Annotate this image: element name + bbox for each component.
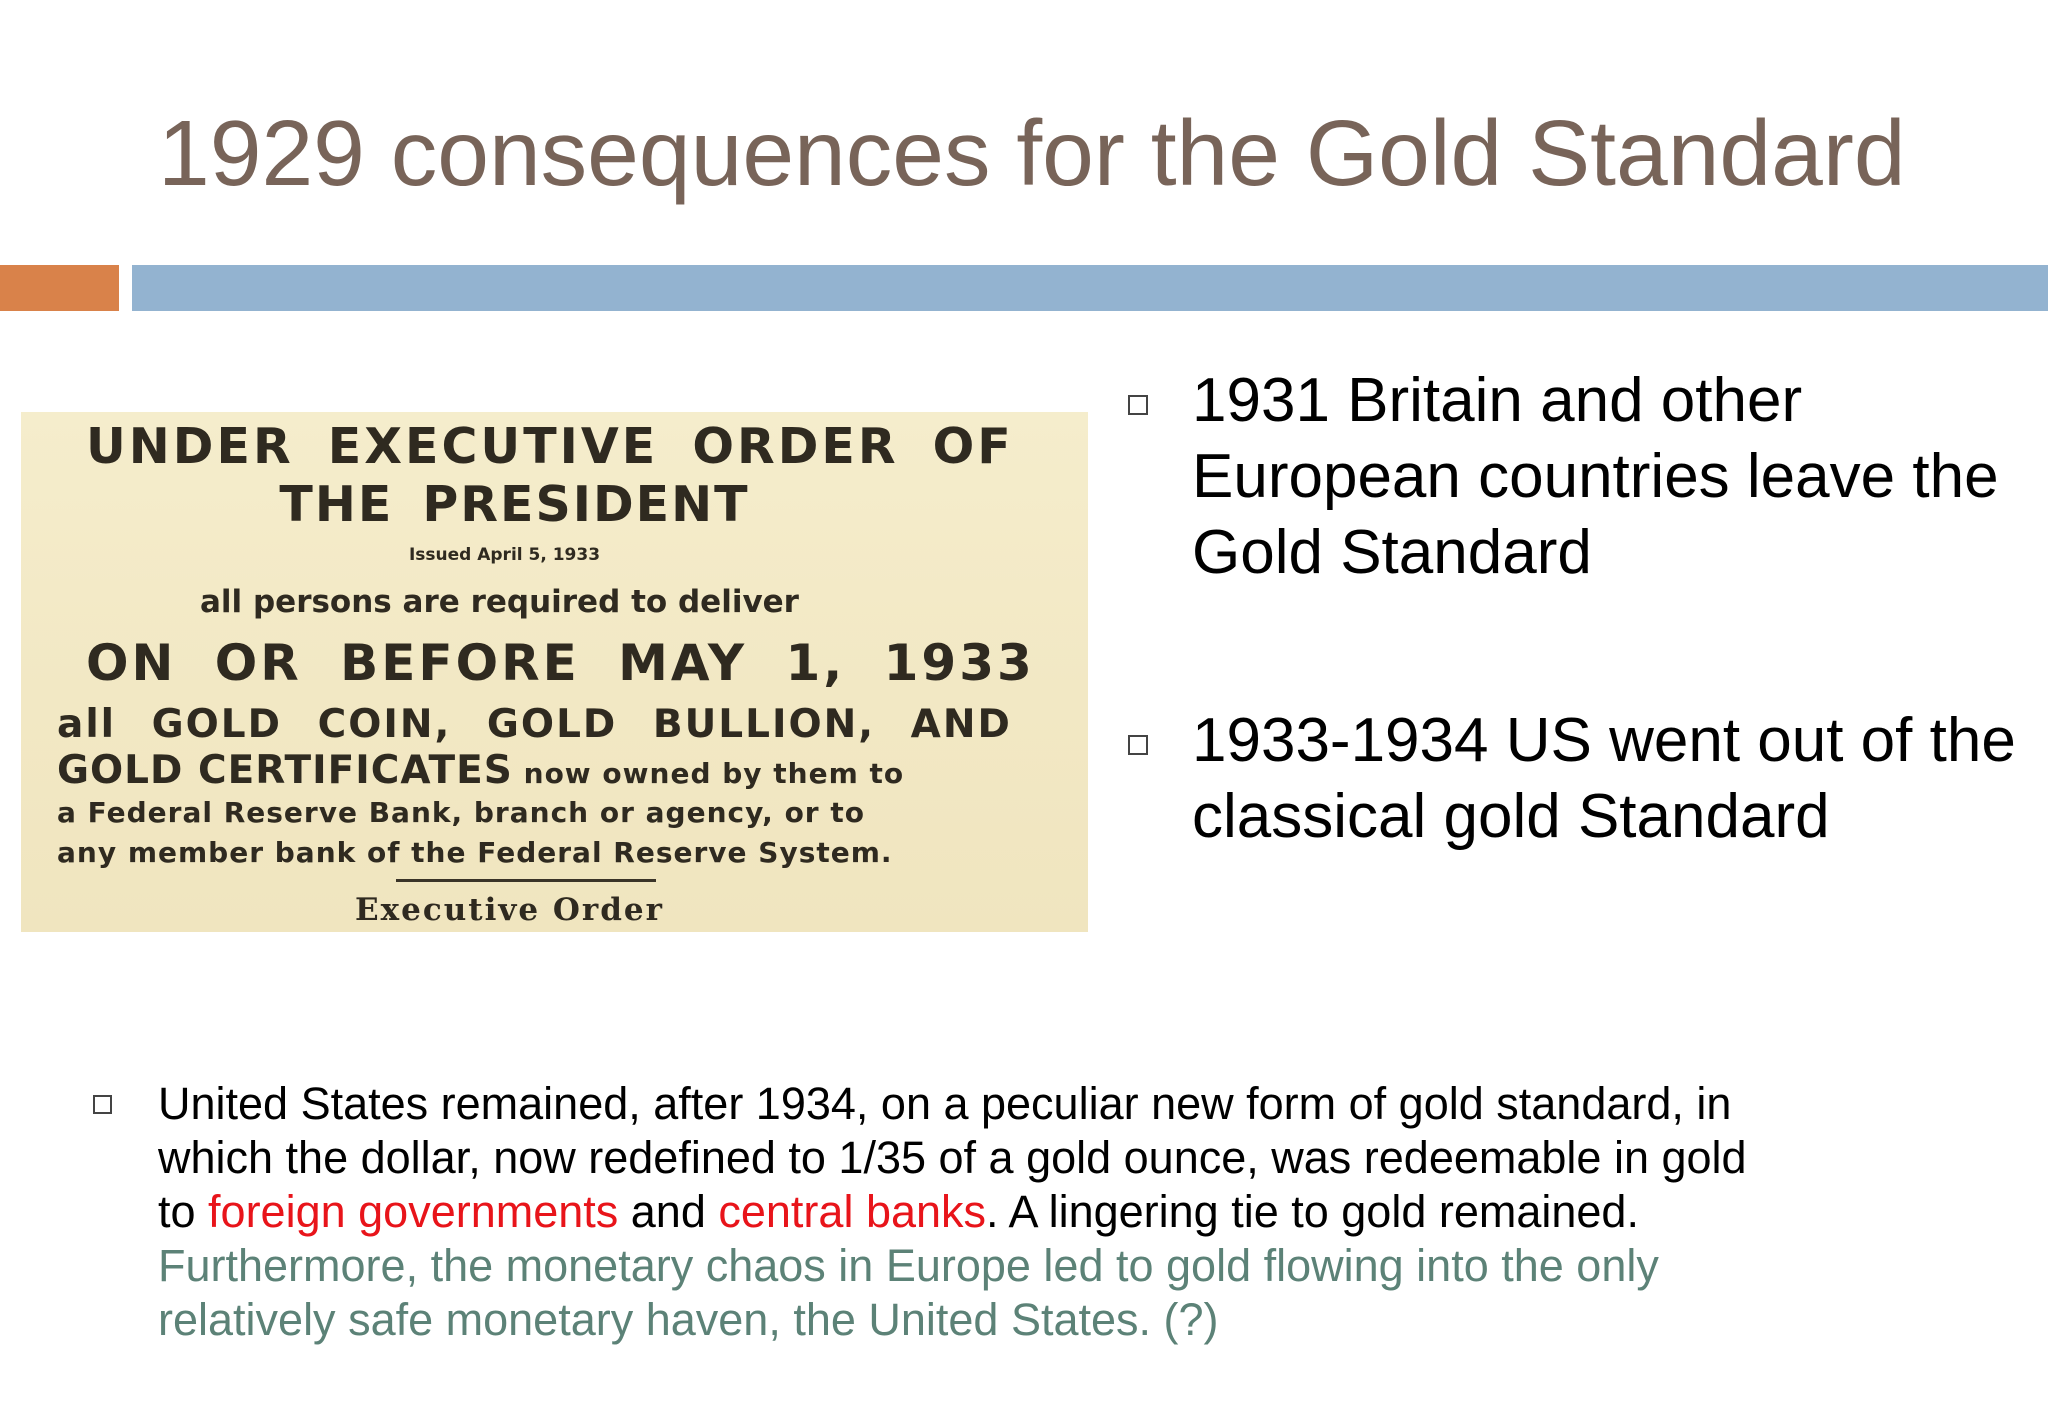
bottom-bullet-line-3: [158, 1185, 2038, 1239]
slide-title: 1929 consequences for the Gold Standard: [158, 101, 1906, 205]
clipping-line-2: THE PRESIDENT: [279, 476, 750, 533]
bottom-bullet-line-1: United States remained, after 1934, on a peculiar new form of gold standard, in: [158, 1078, 1732, 1129]
highlight-central-banks: central banks: [718, 1186, 987, 1237]
bottom-bullet-line-3-c: . A lingering tie to gold remained.: [986, 1186, 1639, 1237]
clipping-line-6: all GOLD COIN, GOLD BULLION, AND: [57, 702, 1012, 747]
square-bullet-icon: [1128, 395, 1148, 415]
bottom-bullet-line-3-b: and: [618, 1186, 719, 1237]
clipping-line-3: Issued April 5, 1933: [408, 545, 601, 565]
clipping-line-5: ON OR BEFORE MAY 1, 1933: [86, 634, 1035, 692]
clipping-line-4: all persons are required to deliver: [200, 584, 799, 620]
clipping-line-10: Executive Order: [355, 892, 664, 928]
square-bullet-icon: [1128, 735, 1148, 755]
clipping-line-7-rest: now owned by them to: [512, 757, 905, 790]
bottom-bullet-line-2: which the dollar, now redefined to 1/35 of a gold ounce, was redeemable in gold: [158, 1132, 1747, 1183]
highlight-foreign-governments: foreign governments: [208, 1186, 619, 1237]
bottom-bullet-line-3-a: to: [158, 1186, 209, 1237]
right-bullet-2-text: 1933-1934 US went out of the classical gold Standard: [1192, 706, 2016, 851]
right-bullet-1-text: 1931 Britain and other European countries leave the Gold Standard: [1192, 366, 1999, 587]
executive-order-clipping-image: [21, 412, 1088, 932]
clipping-line-1: UNDER EXECUTIVE ORDER OF: [86, 418, 1014, 475]
bottom-bullet-text: [158, 1077, 2038, 1347]
clipping-line-7-bold: GOLD CERTIFICATES: [57, 748, 513, 793]
square-bullet-icon: [93, 1095, 112, 1114]
bottom-bullet-line-5: relatively safe monetary haven, the United States. (?): [158, 1294, 1219, 1345]
bottom-bullet-line-4: Furthermore, the monetary chaos in Europe led to gold flowing into the only: [158, 1240, 1659, 1291]
clipping-divider: [396, 879, 656, 882]
clipping-line-9: any member bank of the Federal Reserve System.: [57, 836, 893, 869]
clipping-line-8: a Federal Reserve Bank, branch or agency, or to: [57, 796, 865, 829]
title-accent-bar-blue: [132, 265, 2048, 311]
clipping-line-7: [57, 748, 1067, 793]
title-accent-bar-orange: [0, 265, 119, 311]
